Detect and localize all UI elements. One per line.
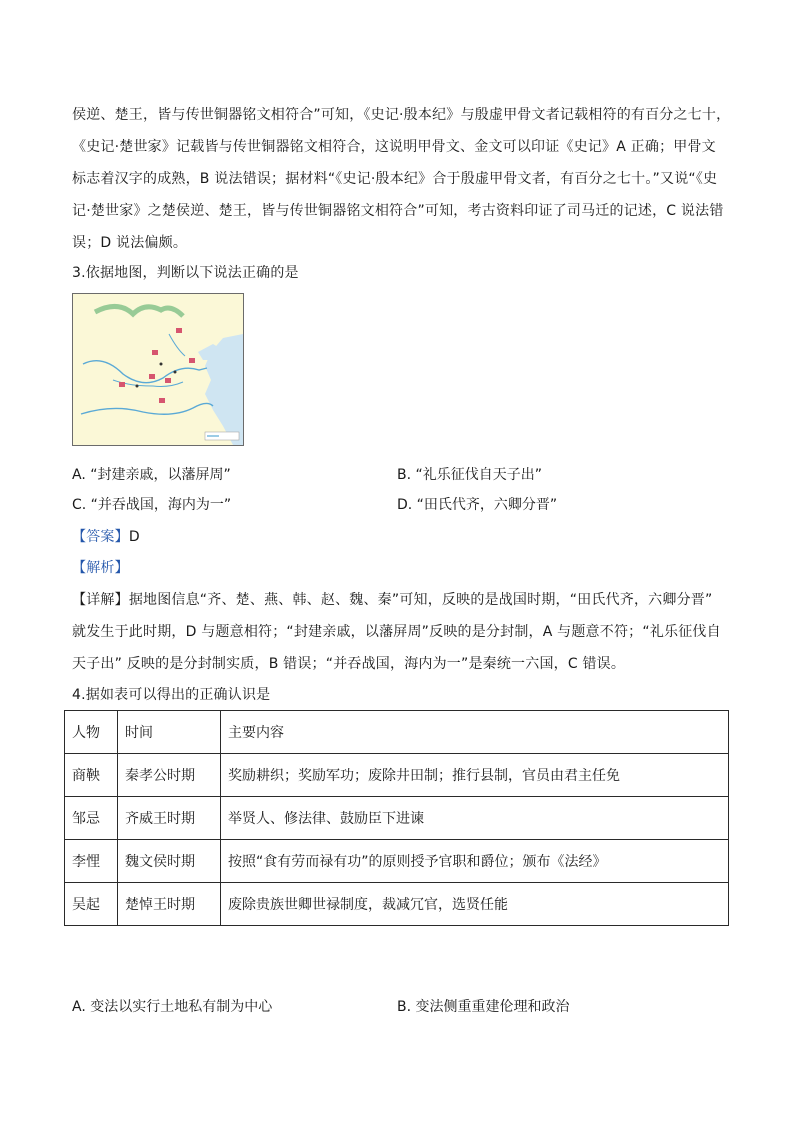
detail-text: 据地图信息“齐、楚、燕、韩、赵、魏、秦”可知，反映的是战国时期，“田氏代齐，六卿分晋” — [128, 592, 713, 608]
question-3-stem: 3.依据地图，判断以下说法正确的是 — [72, 265, 299, 281]
detail-line: 就发生于此时期，D 与题意相符；“封建亲戚，以藩屏周”反映的是分封制，A 与题意不符；“礼乐征伐自 — [72, 624, 721, 640]
table-header-cell: 主要内容 — [221, 711, 729, 754]
table-cell: 废除贵族世卿世禄制度，裁减冗官，选贤任能 — [221, 883, 729, 926]
answer-label: 【答案】 — [72, 529, 129, 545]
table-row — [65, 754, 729, 797]
table-cell: 楚悼王时期 — [118, 883, 221, 926]
option-b: B. 变法侧重重建伦理和政治 — [397, 999, 570, 1015]
option-a: A. 变法以实行土地私有制为中心 — [72, 999, 273, 1015]
option-b: B. “礼乐征伐自天子出” — [397, 467, 543, 483]
table-cell: 商鞅 — [65, 754, 118, 797]
table-cell: 奖励耕织；奖励军功；废除井田制；推行县制，官员由君主任免 — [221, 754, 729, 797]
table-cell: 举贤人、修法律、鼓励臣下进谏 — [221, 797, 729, 840]
answer-value: D — [128, 529, 140, 545]
option-c: C. “并吞战国，海内为一” — [72, 497, 232, 513]
reform-table — [64, 710, 729, 926]
map-image — [73, 294, 243, 445]
detail-line — [72, 589, 712, 609]
answer-line — [72, 526, 140, 546]
table-cell: 李悝 — [65, 840, 118, 883]
table-row — [65, 840, 729, 883]
paragraph-line: 标志着汉字的成熟，B 说法错误；据材料“《史记·殷本纪》合于殷虚甲骨文者，有百分之七十。”又说“《史 — [72, 171, 718, 187]
warring-states-map — [72, 293, 244, 446]
table-header-cell: 时间 — [118, 711, 221, 754]
option-a: A. “封建亲戚，以藩屏周” — [72, 467, 231, 483]
table-header-cell: 人物 — [65, 711, 118, 754]
detail-line: 天子出” 反映的是分封制实质，B 错误；“并吞战国，海内为一”是秦统一六国，C 错误。 — [72, 656, 626, 672]
analysis-heading — [72, 557, 129, 577]
table-cell: 按照“食有劳而禄有功”的原则授予官职和爵位；颁布《法经》 — [221, 840, 729, 883]
paragraph-line: 误；D 说法偏颇。 — [72, 235, 188, 251]
table-cell: 邹忌 — [65, 797, 118, 840]
paragraph-line: 记·楚世家》之楚侯逆、楚王，皆与传世铜器铭文相符合”可知，考古资料印证了司马迁的记述，C 说法错 — [72, 203, 724, 219]
table-cell: 齐威王时期 — [118, 797, 221, 840]
table-row — [65, 883, 729, 926]
table-header-row — [65, 711, 729, 754]
table-row — [65, 797, 729, 840]
table-cell: 吴起 — [65, 883, 118, 926]
option-d: D. “田氏代齐，六卿分晋” — [397, 497, 558, 513]
paragraph-line: 侯逆、楚王，皆与传世铜器铭文相符合”可知，《史记·殷本纪》与殷虚甲骨文者记载相符的有百分之七十， — [72, 107, 731, 123]
paragraph-line: 《史记·楚世家》记载皆与传世铜器铭文相符合，这说明甲骨文、金文可以印证《史记》A 正确；甲骨文 — [72, 139, 716, 155]
question-4-stem: 4.据如表可以得出的正确认识是 — [72, 687, 271, 703]
table-cell: 秦孝公时期 — [118, 754, 221, 797]
detail-label: 【详解】 — [72, 592, 129, 608]
analysis-label: 【解析】 — [72, 560, 129, 576]
table-cell: 魏文侯时期 — [118, 840, 221, 883]
